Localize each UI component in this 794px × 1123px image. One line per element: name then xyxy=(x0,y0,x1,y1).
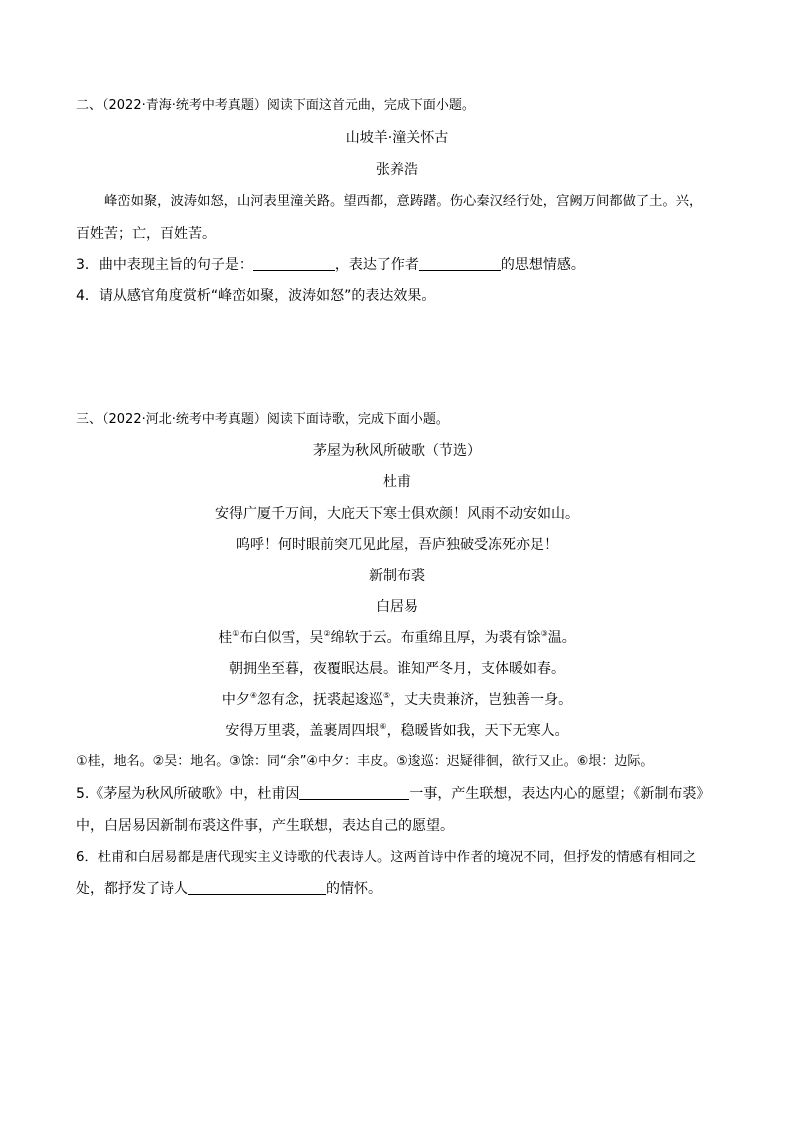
section2-body-line1: 峰峦如聚，波涛如怒，山河表里潼关路。望西都，意踌躇。伤心秦汉经行处，宫阙万间都做了土。兴， xyxy=(104,194,703,209)
poem2-line3-a: 中夕 xyxy=(221,692,250,708)
poem2-line3 xyxy=(0,690,794,710)
poem2-line4-a: 安得万里裘，盖裹周四垠 xyxy=(225,723,380,739)
poem2-line1-b: 布白似雪，吴 xyxy=(239,630,324,646)
question-4: 4．请从感官角度赏析“峰峦如聚，波涛如怒”的表达效果。 xyxy=(76,288,436,304)
poem1-author: 杜甫 xyxy=(383,474,411,490)
q3-prefix: 3．曲中表现主旨的句子是： xyxy=(76,257,253,273)
section3-heading: 三、（2022·河北·统考中考真题）阅读下面诗歌，完成下面小题。 xyxy=(76,412,449,427)
q5-prefix: 5.《茅屋为秋风所破歌》中，杜甫因 xyxy=(76,786,300,802)
note-marker-1: ① xyxy=(232,629,240,638)
note-marker-4: ④ xyxy=(249,691,257,700)
poem1-title: 茅屋为秋风所破歌（节选） xyxy=(313,443,481,459)
q5-suffix: 一事，产生联想，表达内心的愿望；《新制布裘》 xyxy=(409,786,711,802)
question-5-line2: 中，白居易因新制布裘这件事，产生联想，表达自己的愿望。 xyxy=(76,818,454,834)
q3-suffix: 的思想情感。 xyxy=(500,257,585,273)
note-marker-3: ③ xyxy=(540,629,548,638)
poem2-line3-c: ，丈夫贵兼济，岂独善一身。 xyxy=(390,692,573,708)
q3-answer-blank-2[interactable] xyxy=(419,256,501,271)
q3-middle: ，表达了作者 xyxy=(334,257,419,273)
note-marker-6: ⑥ xyxy=(379,722,387,731)
poem2-line1-a: 桂 xyxy=(218,630,233,646)
poem1-line1: 安得广厦千万间，大庇天下寒士俱欢颜！风雨不动安如山。 xyxy=(215,506,579,522)
poem2-line4 xyxy=(0,721,794,741)
footnotes: ①桂，地名。②吴：地名。③馀：同“余”④中夕：丰皮。⑤逡巡：迟疑徘徊，欲行又止。⑥垠：边际。 xyxy=(76,754,654,769)
section2-body-line2: 百姓苦；亡，百姓苦。 xyxy=(76,226,216,242)
poem2-line1-d: 温。 xyxy=(547,630,576,646)
note-marker-2: ② xyxy=(323,629,331,638)
poem2-line1 xyxy=(0,628,794,648)
question-3 xyxy=(76,255,585,275)
question-5 xyxy=(76,784,710,804)
poem2-line2: 朝拥坐至暮，夜覆眠达晨。谁知严冬月，支体暖如春。 xyxy=(229,661,565,677)
poem2-line3-b: 忽有念，抚裘起逡巡 xyxy=(257,692,383,708)
poem2-line4-b: ，稳暖皆如我，天下无寒人。 xyxy=(386,723,569,739)
q5-answer-blank[interactable] xyxy=(299,785,409,800)
note-marker-5: ⑤ xyxy=(383,691,391,700)
poem1-line2: 呜呼！何时眼前突兀见此屋，吾庐独破受冻死亦足！ xyxy=(236,537,558,553)
section2-poem-title: 山坡羊·潼关怀古 xyxy=(345,130,449,146)
q3-answer-blank-1[interactable] xyxy=(253,256,335,271)
section2-poem-author: 张养浩 xyxy=(376,162,418,178)
poem2-title: 新制布裘 xyxy=(369,568,425,584)
question-6-line2 xyxy=(76,879,382,899)
poem2-line1-c: 绵软于云。布重绵且厚，为裘有馀 xyxy=(330,630,541,646)
q6-answer-blank[interactable] xyxy=(188,880,326,895)
section2-heading: 二、（2022·青海·统考中考真题）阅读下面这首元曲，完成下面小题。 xyxy=(76,98,475,113)
poem2-author: 白居易 xyxy=(376,599,418,615)
q6-prefix: 处，都抒发了诗人 xyxy=(76,881,188,897)
q6-suffix: 的情怀。 xyxy=(326,881,382,897)
question-6-line1: 6．杜甫和白居易都是唐代现实主义诗歌的代表诗人。这两首诗中作者的境况不同，但抒发的情感有相同之 xyxy=(76,850,697,865)
